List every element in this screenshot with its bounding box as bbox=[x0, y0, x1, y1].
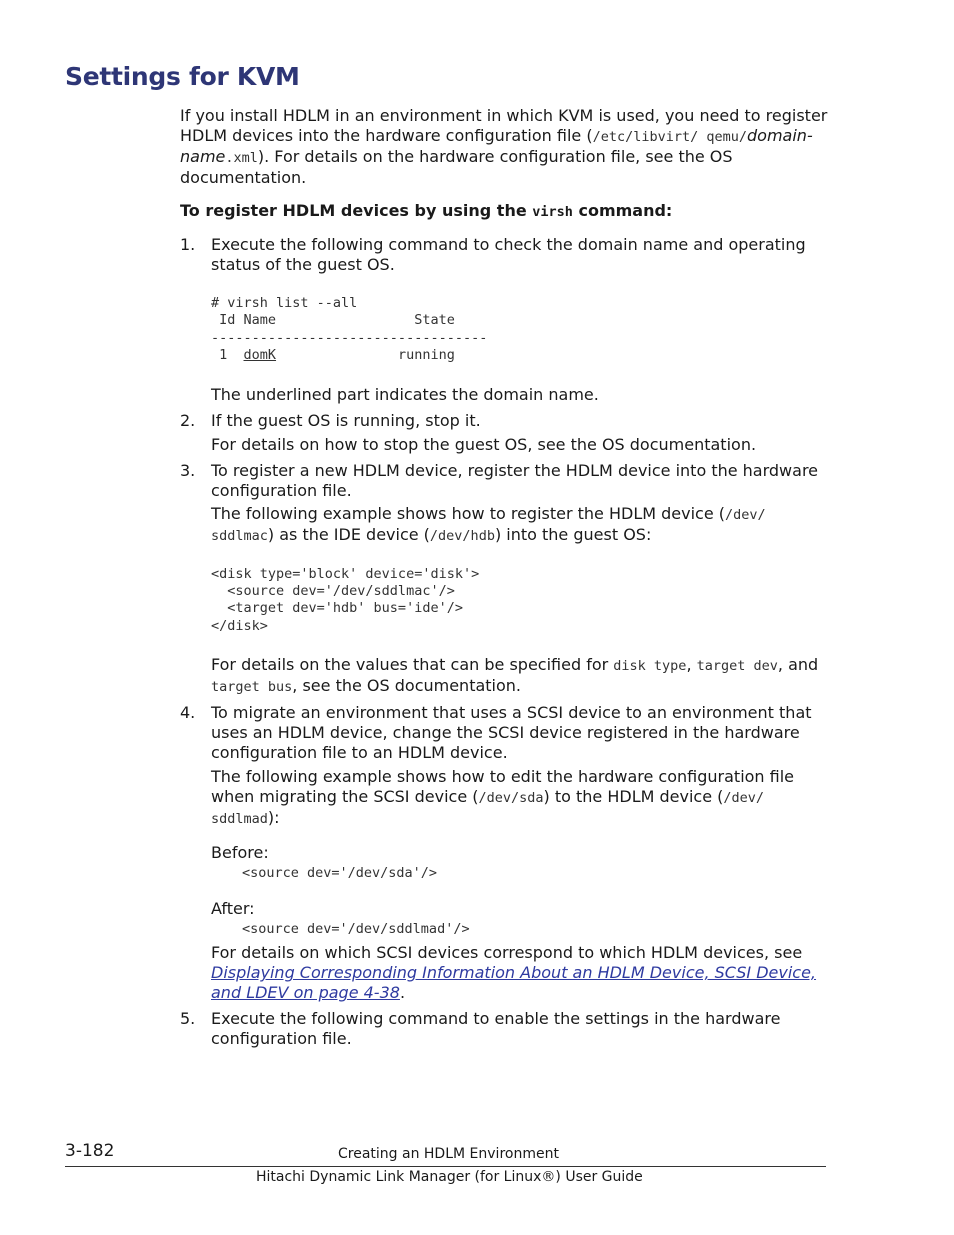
domain-name: domK bbox=[243, 347, 277, 364]
code-block: <disk type='block' device='disk'> <source dev='/dev/sddlmac'/> <target dev='hdb' bus='ide'/> </disk> bbox=[211, 565, 480, 634]
cross-reference-link[interactable]: Displaying Corresponding Information About an HDLM Device, SCSI Device, and LDEV on page 4-38 bbox=[211, 963, 817, 1003]
chapter-title: Creating an HDLM Environment bbox=[338, 1146, 559, 1162]
step-note: For details on how to stop the guest OS, see the OS documentation. bbox=[211, 434, 757, 454]
step-note: The following example shows how to register the HDLM device (/dev/ sddlmac) as the IDE device (/dev/hdb) into the guest OS: bbox=[211, 503, 766, 544]
step-note: For details on which SCSI devices correspond to which HDLM devices, see Displaying Corresponding Information About an HDLM Device, SCSI Device, and LDEV on page 4-38. bbox=[211, 943, 817, 1003]
step-note: The following example shows how to edit the hardware configuration file when migrating the SCSI device (/dev/sda) to the HDLM device (/dev/ sddlmad): bbox=[211, 767, 795, 828]
intro-paragraph: If you install HDLM in an environment in which KVM is used, you need to register HDLM devices into the hardware configuration file (/etc/libvirt/ qemu/domain-name.xml). For details on the hardware configuration file, see the OS documentation. bbox=[180, 106, 828, 187]
step-2 bbox=[180, 411, 830, 455]
path-variable: domain-name bbox=[180, 126, 813, 166]
step-text: To migrate an environment that uses a SCSI device to an environment that uses an HDLM device, change the SCSI device registered in the hardware configuration file to an HDLM device. bbox=[211, 703, 812, 763]
step-number: 4. bbox=[180, 703, 196, 723]
before-code: <source dev='/dev/sda'/> bbox=[242, 865, 438, 882]
step-1 bbox=[180, 235, 830, 405]
step-text: If the guest OS is running, stop it. bbox=[211, 410, 481, 430]
after-code: <source dev='/dev/sddlmad'/> bbox=[242, 920, 470, 937]
step-5 bbox=[180, 1009, 830, 1049]
step-number: 2. bbox=[180, 410, 196, 430]
after-label: After: bbox=[211, 898, 255, 918]
content bbox=[180, 106, 830, 1049]
guide-title: Hitachi Dynamic Link Manager (for Linux®) User Guide bbox=[256, 1169, 643, 1185]
step-note: For details on the values that can be specified for disk type, target dev, and target bus, see the OS documentation. bbox=[211, 655, 819, 696]
path-ext: .xml bbox=[225, 150, 258, 166]
page-title: Settings for KVM bbox=[65, 62, 300, 91]
step-text: To register a new HDLM device, register the HDLM device into the hardware configuration file. bbox=[211, 460, 819, 500]
step-number: 1. bbox=[180, 235, 196, 254]
path-text: /etc/libvirt/ qemu/ bbox=[592, 129, 748, 145]
step-number: 3. bbox=[180, 460, 196, 480]
step-number: 5. bbox=[180, 1009, 196, 1029]
code-block: # virsh list --all Id Name State ---------------------------------- 1 domK running bbox=[211, 295, 488, 364]
step-note: The underlined part indicates the domain name. bbox=[211, 384, 599, 404]
step-3 bbox=[180, 461, 830, 698]
step-text: Execute the following command to check the domain name and operating status of the guest OS. bbox=[211, 235, 806, 274]
before-label: Before: bbox=[211, 843, 269, 863]
page-number: 3-182 bbox=[65, 1141, 115, 1161]
step-4 bbox=[180, 703, 830, 1003]
footer-divider bbox=[65, 1166, 826, 1167]
step-text: Execute the following command to enable the settings in the hardware configuration file. bbox=[211, 1009, 781, 1049]
procedure-heading: To register HDLM devices by using the virsh command: bbox=[180, 201, 673, 220]
